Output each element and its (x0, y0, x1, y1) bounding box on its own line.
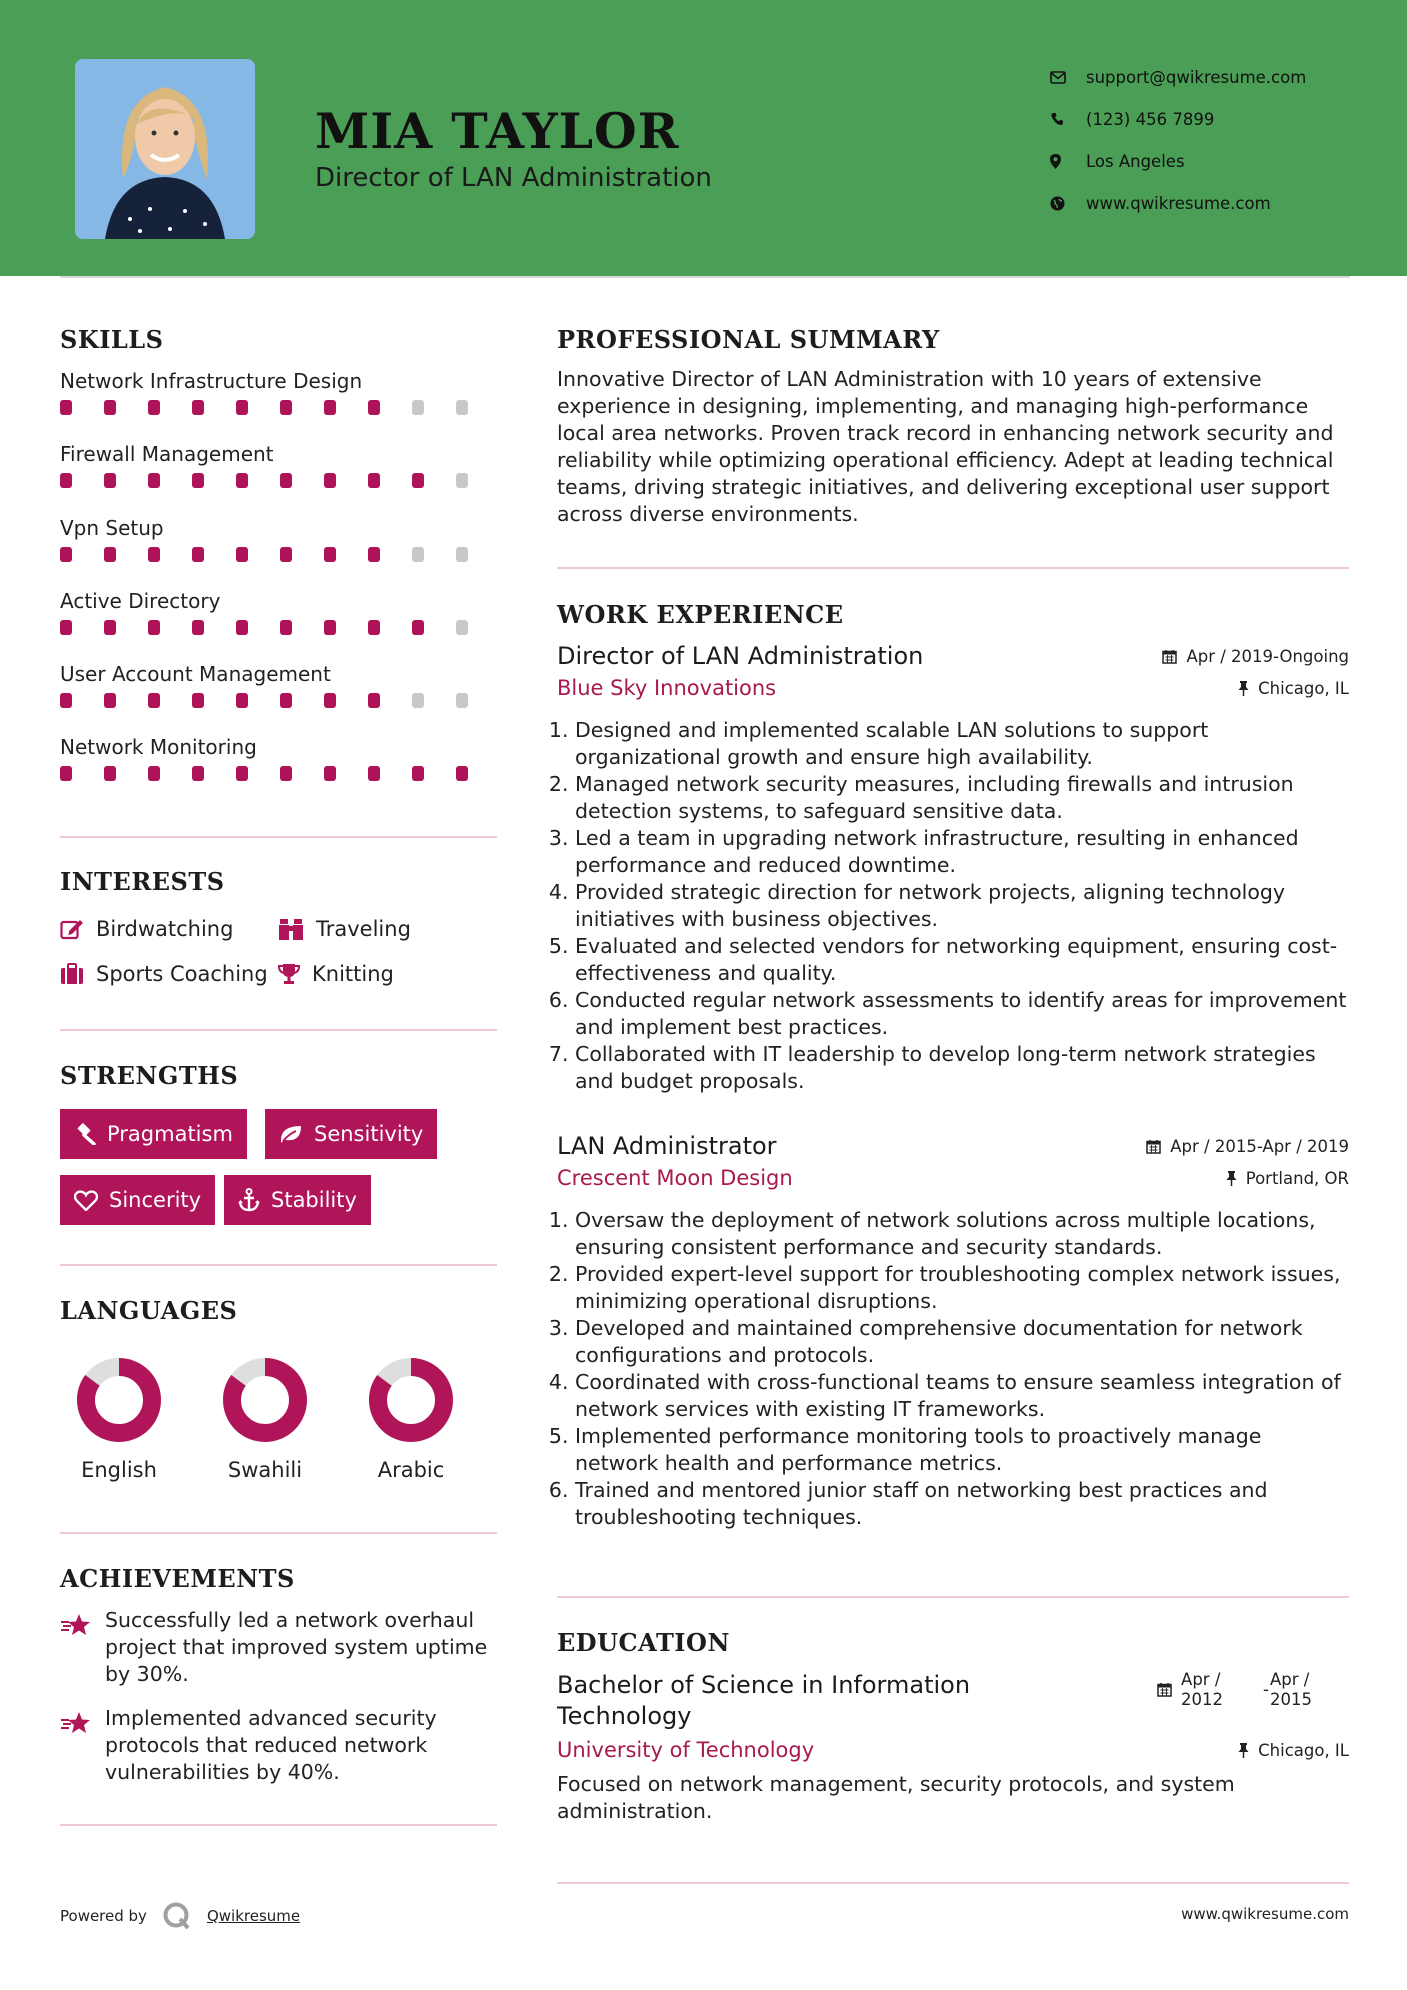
strength-badge (60, 1175, 215, 1225)
rating-dot (148, 547, 160, 562)
language-level-ring (75, 1356, 163, 1444)
rating-dot (192, 693, 204, 708)
job-bullet: 2. Managed network security measures, including firewalls and intrusion detection systems, to safeguard sensitive data. (575, 771, 1349, 825)
envelope-icon (1050, 71, 1086, 84)
contact-phone-text: (123) 456 7899 (1086, 109, 1215, 129)
contact-email[interactable] (1050, 56, 1380, 98)
rating-dot (368, 620, 380, 635)
footer-powered-by (60, 1900, 300, 1932)
achievement-item (60, 1607, 500, 1688)
job-bullet: 4. Coordinated with cross-functional teams to ensure seamless integration of network services with existing IT frameworks. (575, 1369, 1349, 1423)
gavel-icon (74, 1123, 96, 1145)
header-banner (0, 0, 1407, 276)
rating-dot (324, 473, 336, 488)
achievements-heading: ACHIEVEMENTS (60, 1564, 295, 1593)
rating-dot (148, 400, 160, 415)
job-dates: Apr / 2015-Apr / 2019 (1170, 1136, 1349, 1156)
strength-badge (224, 1175, 371, 1225)
interest-item (278, 917, 411, 941)
degree-line: Technology (557, 1702, 692, 1730)
rating-dot (192, 766, 204, 781)
edu-start-year: 2012 (1181, 1690, 1224, 1709)
rating-dot (412, 620, 424, 635)
profile-photo (75, 59, 255, 239)
achievements-list (60, 1607, 500, 1803)
rating-dot (368, 547, 380, 562)
strength-label: Pragmatism (107, 1122, 233, 1146)
rating-dot (236, 693, 248, 708)
skill-rating (60, 766, 500, 781)
skill-name: Network Infrastructure Design (60, 369, 363, 393)
rating-dot (368, 766, 380, 781)
rating-dot (192, 547, 204, 562)
rating-dot (60, 620, 72, 635)
interests-list (60, 906, 500, 996)
skill-item (60, 732, 500, 805)
skill-name: User Account Management (60, 662, 331, 687)
interest-item (60, 962, 278, 986)
map-marker-icon (1050, 154, 1086, 169)
rating-dot (104, 620, 116, 635)
skill-item (60, 659, 500, 732)
strength-label: Sensitivity (314, 1122, 424, 1146)
rating-dot (60, 473, 72, 488)
contact-website[interactable] (1050, 182, 1380, 224)
job-dates: Apr / 2019-Ongoing (1186, 646, 1349, 666)
divider (557, 567, 1349, 569)
rating-dot (192, 620, 204, 635)
anchor-icon (238, 1188, 260, 1212)
skill-name: Firewall Management (60, 442, 274, 467)
rating-dot (236, 400, 248, 415)
rating-dot (324, 620, 336, 635)
job-bullet: 3. Developed and maintained comprehensive documentation for network configurations and protocols. (575, 1315, 1349, 1369)
degree-line: Bachelor of Science in Information (557, 1671, 971, 1699)
phone-icon (1050, 112, 1086, 126)
rating-dot (412, 693, 424, 708)
calendar-icon (1146, 1139, 1161, 1154)
rating-dot (456, 766, 468, 781)
powered-by-label: Powered by (60, 1907, 147, 1925)
contact-location-text: Los Angeles (1086, 151, 1185, 171)
rating-dot (456, 400, 468, 415)
job-bullet: 3. Led a team in upgrading network infrastructure, resulting in enhanced performance and reduced downtime. (575, 825, 1349, 879)
footer-url[interactable]: www.qwikresume.com (1181, 1905, 1349, 1923)
language-item (351, 1356, 471, 1482)
rating-dot (412, 473, 424, 488)
language-level-ring (221, 1356, 309, 1444)
rating-dot (324, 693, 336, 708)
contact-phone[interactable] (1050, 98, 1380, 140)
language-name: Arabic (377, 1458, 445, 1482)
strengths-heading: STRENGTHS (60, 1061, 239, 1090)
job-location: Chicago, IL (1258, 678, 1349, 698)
divider (60, 1029, 497, 1031)
calendar-icon (1157, 1682, 1172, 1697)
skill-item (60, 439, 500, 512)
skill-name: Vpn Setup (60, 515, 164, 540)
strength-badge (60, 1109, 247, 1159)
rating-dot (324, 766, 336, 781)
calendar-icon (1162, 649, 1177, 664)
interest-label: Birdwatching (96, 916, 234, 941)
edu-date-dash: - (1263, 1680, 1269, 1699)
skills-heading: SKILLS (60, 325, 164, 354)
interests-heading: INTERESTS (60, 867, 225, 896)
rating-dot (236, 473, 248, 488)
rating-dot (104, 400, 116, 415)
skill-item (60, 366, 500, 439)
divider (60, 836, 497, 838)
edu-end-year: 2015 (1270, 1690, 1312, 1709)
rating-dot (60, 693, 72, 708)
education-description: Focused on network management, security protocols, and system administration. (557, 1772, 1235, 1823)
strength-label: Stability (271, 1188, 357, 1212)
rating-dot (60, 766, 72, 781)
education-heading: EDUCATION (557, 1628, 730, 1657)
divider (60, 1264, 497, 1266)
rating-dot (280, 400, 292, 415)
job-bullets (557, 717, 1349, 1095)
contact-email-text: support@qwikresume.com (1086, 67, 1307, 87)
rating-dot (104, 766, 116, 781)
job-bullet: 2. Provided expert-level support for troubleshooting complex network issues, minimizing operational disruptions. (575, 1261, 1349, 1315)
rating-dot (236, 620, 248, 635)
trophy-icon (278, 963, 300, 985)
edit-icon (60, 918, 84, 940)
job-bullet: 4. Provided strategic direction for network projects, aligning technology initiatives with business objectives. (575, 879, 1349, 933)
rating-dot (412, 400, 424, 415)
rating-dot (280, 766, 292, 781)
school-location: Chicago, IL (1258, 1740, 1349, 1760)
summary-text: Innovative Director of LAN Administration with 10 years of extensive experience in designing, implementing, and managing high-performance local area networks. Proven track record in enhancing network security and reliability while optimizing operational efficiency. Adept at leading technical teams, driving strategic initiatives, and delivering exceptional user support across diverse environments. (557, 367, 1334, 526)
skill-name: Active Directory (60, 588, 221, 613)
interest-item (278, 962, 394, 986)
star-icon (60, 1607, 105, 1688)
interest-label: Knitting (312, 961, 394, 986)
rating-dot (456, 620, 468, 635)
contact-website-text: www.qwikresume.com (1086, 193, 1271, 213)
job-entry (557, 1132, 1349, 1531)
rating-dot (60, 400, 72, 415)
rating-dot (456, 693, 468, 708)
contact-location (1050, 140, 1380, 182)
degree-title (557, 1670, 970, 1732)
job-location: Portland, OR (1245, 1168, 1349, 1188)
rating-dot (456, 547, 468, 562)
leaf-icon (279, 1124, 303, 1144)
job-title: LAN Administrator (557, 1132, 777, 1160)
contact-list (1050, 56, 1380, 224)
achievement-item (60, 1705, 500, 1786)
candidate-name: MIA TAYLOR (315, 102, 680, 160)
job-bullet: 5. Implemented performance monitoring tools to proactively manage network health and performance metrics. (575, 1423, 1349, 1477)
rating-dot (324, 547, 336, 562)
rating-dot (104, 693, 116, 708)
brand-link[interactable]: Qwikresume (206, 1907, 301, 1925)
school-name: University of Technology (557, 1738, 815, 1762)
rating-dot (368, 693, 380, 708)
language-item (59, 1356, 179, 1482)
rating-dot (412, 547, 424, 562)
job-bullet: 1. Oversaw the deployment of network solutions across multiple locations, ensuring consistent performance and security standards. (575, 1207, 1349, 1261)
education-dates (1157, 1670, 1312, 1732)
divider (60, 1532, 497, 1534)
header-divider (60, 276, 1350, 278)
skill-name: Network Monitoring (60, 735, 257, 760)
edu-end-month: Apr / (1270, 1670, 1310, 1689)
job-bullets (557, 1207, 1349, 1531)
rating-dot (324, 400, 336, 415)
skill-rating (60, 473, 500, 488)
rating-dot (412, 766, 424, 781)
rating-dot (280, 620, 292, 635)
achievement-text: Successfully led a network overhaul project that improved system uptime by 30%. (105, 1608, 488, 1686)
summary-heading: PROFESSIONAL SUMMARY (557, 325, 940, 354)
rating-dot (192, 473, 204, 488)
pushpin-icon (1238, 1743, 1249, 1758)
rating-dot (280, 547, 292, 562)
language-level-ring (367, 1356, 455, 1444)
interest-label: Traveling (316, 916, 411, 941)
pushpin-icon (1226, 1171, 1237, 1186)
achievement-text: Implemented advanced security protocols that reduced network vulnerabilities by 40%. (105, 1706, 437, 1784)
company-name: Blue Sky Innovations (557, 676, 777, 700)
rating-dot (280, 693, 292, 708)
divider (557, 1596, 1349, 1598)
job-bullet: 6. Conducted regular network assessments to identify areas for improvement and implement best practices. (575, 987, 1349, 1041)
job-bullet: 6. Trained and mentored junior staff on networking best practices and troubleshooting techniques. (575, 1477, 1349, 1531)
interest-item (60, 917, 278, 941)
rating-dot (236, 766, 248, 781)
job-title: Director of LAN Administration (557, 642, 924, 670)
rating-dot (104, 473, 116, 488)
skill-item (60, 513, 500, 586)
divider (60, 1824, 497, 1826)
language-name: Swahili (227, 1458, 303, 1482)
divider (557, 1882, 1349, 1884)
job-bullet: 7. Collaborated with IT leadership to develop long-term network strategies and budget proposals. (575, 1041, 1349, 1095)
rating-dot (148, 766, 160, 781)
rating-dot (60, 547, 72, 562)
edu-start-month: Apr / (1181, 1670, 1221, 1689)
star-icon (60, 1705, 105, 1786)
rating-dot (104, 547, 116, 562)
job-bullet: 5. Evaluated and selected vendors for networking equipment, ensuring cost-effectiveness and quality. (575, 933, 1349, 987)
rating-dot (148, 620, 160, 635)
rating-dot (368, 473, 380, 488)
job-bullet: 1. Designed and implemented scalable LAN solutions to support organizational growth and ensure high availability. (575, 717, 1349, 771)
skill-rating (60, 400, 500, 415)
rating-dot (148, 473, 160, 488)
pushpin-icon (1238, 681, 1249, 696)
rating-dot (368, 400, 380, 415)
binoculars-icon (278, 917, 304, 941)
rating-dot (280, 473, 292, 488)
education-entry (557, 1670, 1349, 1825)
skills-list (60, 366, 500, 806)
company-name: Crescent Moon Design (557, 1166, 793, 1190)
skill-rating (60, 620, 500, 635)
language-name: English (81, 1458, 157, 1482)
skill-rating (60, 547, 500, 562)
strength-badge (265, 1109, 437, 1159)
qwikresume-logo-icon (161, 1900, 193, 1932)
interest-label: Sports Coaching (96, 961, 268, 986)
strength-label: Sincerity (109, 1188, 202, 1212)
candidate-title: Director of LAN Administration (315, 163, 712, 193)
languages-heading: LANGUAGES (60, 1296, 238, 1325)
experience-heading: WORK EXPERIENCE (557, 600, 844, 629)
globe-icon (1050, 196, 1086, 211)
language-item (205, 1356, 325, 1482)
heart-icon (74, 1190, 98, 1211)
rating-dot (148, 693, 160, 708)
skill-item (60, 586, 500, 659)
skill-rating (60, 693, 500, 708)
job-entry (557, 642, 1349, 1095)
rating-dot (192, 400, 204, 415)
rating-dot (456, 473, 468, 488)
rating-dot (236, 547, 248, 562)
briefcase-icon (60, 963, 84, 985)
